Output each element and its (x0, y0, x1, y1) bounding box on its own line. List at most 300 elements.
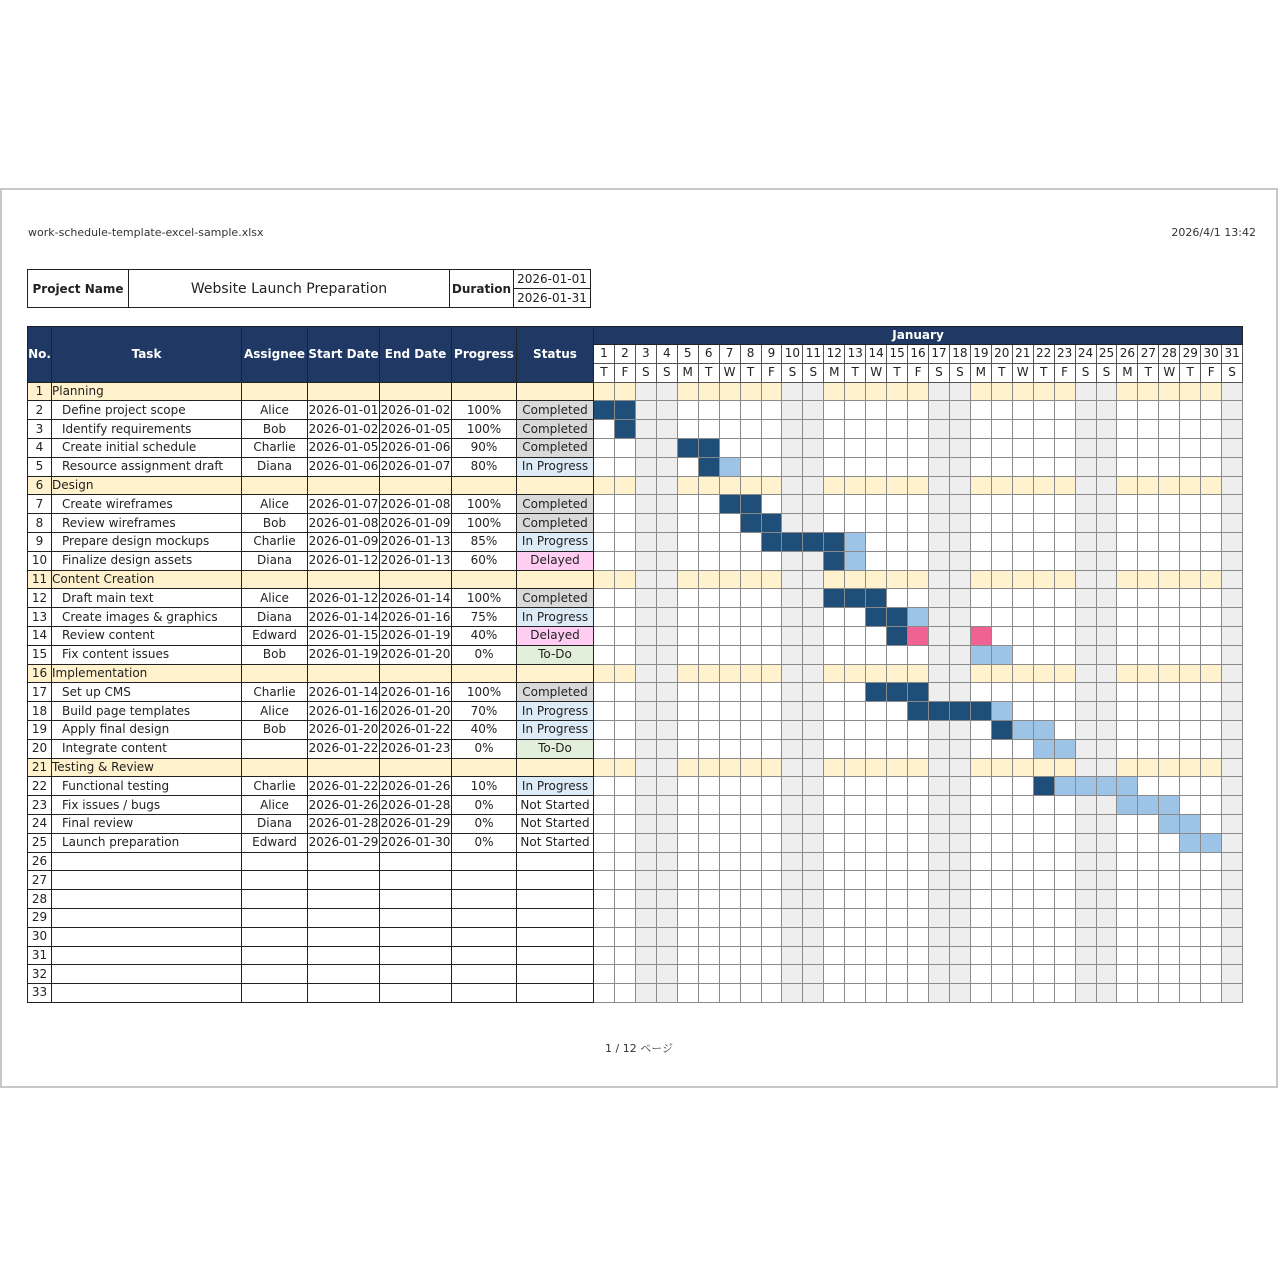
gantt-cell (845, 476, 866, 495)
gantt-cell (1054, 852, 1075, 871)
gantt-cell (845, 965, 866, 984)
gantt-cell (1180, 927, 1201, 946)
gantt-cell (761, 626, 782, 645)
gantt-cell (1075, 608, 1096, 627)
end-date-cell (380, 664, 452, 683)
gantt-cell (740, 420, 761, 439)
gantt-cell (991, 664, 1012, 683)
gantt-cell (970, 965, 991, 984)
gantt-cell (594, 890, 615, 909)
gantt-cell (1054, 683, 1075, 702)
gantt-cell (887, 476, 908, 495)
status-cell: Completed (517, 514, 594, 533)
gantt-cell (1012, 965, 1033, 984)
progress-cell: 10% (452, 777, 517, 796)
row-number: 20 (28, 739, 52, 758)
gantt-cell (1096, 457, 1117, 476)
status-cell: Completed (517, 401, 594, 420)
gantt-cell (803, 871, 824, 890)
gantt-cell (824, 495, 845, 514)
gantt-cell (866, 382, 887, 401)
gantt-cell (1117, 758, 1138, 777)
assignee-cell (242, 382, 308, 401)
gantt-cell (803, 908, 824, 927)
gantt-cell (949, 476, 970, 495)
gantt-cell (635, 927, 656, 946)
gantt-cell (614, 796, 635, 815)
gantt-cell (594, 796, 615, 815)
weekday-header: T (1138, 363, 1159, 382)
gantt-cell (803, 476, 824, 495)
row-number: 28 (28, 890, 52, 909)
gantt-cell (656, 796, 677, 815)
gantt-cell (1159, 626, 1180, 645)
gantt-cell (761, 833, 782, 852)
gantt-cell (866, 457, 887, 476)
assignee-cell: Charlie (242, 683, 308, 702)
col-start-date: Start Date (308, 327, 380, 383)
gantt-cell (761, 570, 782, 589)
gantt-cell (782, 890, 803, 909)
gantt-cell (1117, 438, 1138, 457)
gantt-cell (1012, 495, 1033, 514)
weekday-header: S (949, 363, 970, 382)
row-number: 29 (28, 908, 52, 927)
task-row (28, 871, 1243, 890)
gantt-cell (782, 833, 803, 852)
gantt-cell (698, 664, 719, 683)
gantt-cell (1201, 720, 1222, 739)
gantt-cell (782, 551, 803, 570)
status-cell: Delayed (517, 551, 594, 570)
gantt-cell (908, 739, 929, 758)
gantt-cell (949, 495, 970, 514)
gantt-cell (1222, 927, 1243, 946)
gantt-cell (1054, 890, 1075, 909)
assignee-cell: Alice (242, 401, 308, 420)
gantt-cell (970, 626, 991, 645)
gantt-cell (1054, 645, 1075, 664)
group-name: Implementation (52, 664, 242, 683)
gantt-cell (614, 420, 635, 439)
task-row (28, 852, 1243, 871)
gantt-cell (949, 514, 970, 533)
gantt-cell (740, 401, 761, 420)
gantt-cell (698, 720, 719, 739)
gantt-cell (824, 946, 845, 965)
progress-cell (452, 758, 517, 777)
gantt-cell (1033, 551, 1054, 570)
gantt-cell (991, 401, 1012, 420)
gantt-cell (991, 927, 1012, 946)
end-date-cell: 2026-01-13 (380, 532, 452, 551)
gantt-cell (949, 420, 970, 439)
gantt-cell (635, 965, 656, 984)
assignee-cell (242, 927, 308, 946)
gantt-cell (677, 551, 698, 570)
gantt-cell (1222, 495, 1243, 514)
day-header: 21 (1012, 345, 1033, 364)
gantt-cell (635, 495, 656, 514)
gantt-cell (1075, 946, 1096, 965)
gantt-cell (1222, 777, 1243, 796)
gantt-cell (1180, 570, 1201, 589)
gantt-cell (1117, 984, 1138, 1003)
gantt-cell (970, 570, 991, 589)
gantt-cell (1138, 702, 1159, 721)
gantt-cell (761, 758, 782, 777)
gantt-cell (761, 401, 782, 420)
duration-start: 2026-01-01 (514, 270, 591, 289)
gantt-cell (740, 871, 761, 890)
start-date-cell: 2026-01-07 (308, 495, 380, 514)
gantt-cell (1096, 702, 1117, 721)
gantt-cell (614, 871, 635, 890)
gantt-cell (1117, 965, 1138, 984)
gantt-cell (929, 382, 950, 401)
gantt-cell (949, 702, 970, 721)
status-cell: Completed (517, 420, 594, 439)
day-header: 31 (1222, 345, 1243, 364)
gantt-cell (594, 946, 615, 965)
gantt-cell (740, 739, 761, 758)
day-header: 15 (887, 345, 908, 364)
gantt-cell (991, 457, 1012, 476)
gantt-cell (949, 570, 970, 589)
weekday-header: S (635, 363, 656, 382)
gantt-cell (677, 890, 698, 909)
gantt-cell (677, 852, 698, 871)
gantt-cell (761, 890, 782, 909)
gantt-cell (1012, 852, 1033, 871)
gantt-cell (1159, 720, 1180, 739)
col-task: Task (52, 327, 242, 383)
gantt-cell (970, 401, 991, 420)
gantt-cell (845, 438, 866, 457)
progress-cell: 75% (452, 608, 517, 627)
gantt-cell (614, 438, 635, 457)
gantt-cell (908, 476, 929, 495)
gantt-cell (1075, 965, 1096, 984)
gantt-cell (1201, 570, 1222, 589)
gantt-cell (1033, 683, 1054, 702)
gantt-cell (1159, 683, 1180, 702)
gantt-cell (1096, 965, 1117, 984)
gantt-cell (614, 946, 635, 965)
gantt-cell (866, 476, 887, 495)
end-date-cell: 2026-01-22 (380, 720, 452, 739)
progress-cell: 100% (452, 495, 517, 514)
assignee-cell: Bob (242, 645, 308, 664)
gantt-cell (1012, 814, 1033, 833)
row-number: 1 (28, 382, 52, 401)
gantt-cell (803, 739, 824, 758)
gantt-cell (887, 702, 908, 721)
gantt-cell (1201, 871, 1222, 890)
task-name: Create initial schedule (52, 438, 242, 457)
gantt-cell (719, 777, 740, 796)
row-number: 5 (28, 457, 52, 476)
row-number: 33 (28, 984, 52, 1003)
gantt-cell (1012, 664, 1033, 683)
gantt-cell (594, 570, 615, 589)
task-name: Resource assignment draft (52, 457, 242, 476)
gantt-cell (908, 514, 929, 533)
progress-cell: 0% (452, 645, 517, 664)
gantt-cell (1222, 551, 1243, 570)
gantt-cell (887, 551, 908, 570)
gantt-cell (1159, 438, 1180, 457)
assignee-cell: Alice (242, 702, 308, 721)
gantt-cell (908, 777, 929, 796)
row-number: 4 (28, 438, 52, 457)
assignee-cell (242, 476, 308, 495)
gantt-cell (1159, 570, 1180, 589)
task-name: Draft main text (52, 589, 242, 608)
status-cell (517, 476, 594, 495)
gantt-cell (1180, 457, 1201, 476)
gantt-cell (1138, 514, 1159, 533)
task-name: Create wireframes (52, 495, 242, 514)
end-date-cell: 2026-01-19 (380, 626, 452, 645)
gantt-cell (1159, 796, 1180, 815)
gantt-cell (1012, 401, 1033, 420)
gantt-cell (656, 814, 677, 833)
gantt-cell (949, 814, 970, 833)
gantt-cell (740, 664, 761, 683)
gantt-cell (929, 739, 950, 758)
gantt-cell (656, 626, 677, 645)
gantt-cell (1012, 570, 1033, 589)
gantt-cell (614, 589, 635, 608)
task-row (28, 626, 1243, 645)
gantt-cell (635, 984, 656, 1003)
gantt-cell (1033, 589, 1054, 608)
start-date-cell (308, 984, 380, 1003)
assignee-cell (242, 758, 308, 777)
gantt-cell (1159, 532, 1180, 551)
row-number: 30 (28, 927, 52, 946)
gantt-cell (1159, 476, 1180, 495)
gantt-cell (677, 401, 698, 420)
gantt-cell (866, 514, 887, 533)
gantt-cell (635, 626, 656, 645)
task-row (28, 890, 1243, 909)
gantt-cell (719, 382, 740, 401)
gantt-cell (1222, 382, 1243, 401)
task-name (52, 908, 242, 927)
weekday-header: T (594, 363, 615, 382)
gantt-cell (887, 514, 908, 533)
task-name: Review content (52, 626, 242, 645)
status-cell (517, 927, 594, 946)
gantt-cell (1222, 814, 1243, 833)
gantt-cell (929, 551, 950, 570)
gantt-cell (635, 833, 656, 852)
gantt-cell (1012, 476, 1033, 495)
gantt-cell (1201, 645, 1222, 664)
gantt-cell (1201, 890, 1222, 909)
end-date-cell (380, 852, 452, 871)
day-header: 13 (845, 345, 866, 364)
start-date-cell: 2026-01-02 (308, 420, 380, 439)
gantt-cell (887, 401, 908, 420)
gantt-cell (719, 420, 740, 439)
gantt-cell (719, 814, 740, 833)
gantt-cell (970, 796, 991, 815)
gantt-cell (824, 777, 845, 796)
gantt-cell (1054, 965, 1075, 984)
gantt-cell (635, 908, 656, 927)
gantt-cell (991, 739, 1012, 758)
task-name: Finalize design assets (52, 551, 242, 570)
row-number: 27 (28, 871, 52, 890)
gantt-cell (677, 908, 698, 927)
gantt-cell (782, 401, 803, 420)
start-date-cell (308, 664, 380, 683)
gantt-cell (740, 551, 761, 570)
gantt-cell (1075, 626, 1096, 645)
start-date-cell: 2026-01-26 (308, 796, 380, 815)
gantt-cell (1138, 589, 1159, 608)
gantt-cell (1096, 551, 1117, 570)
gantt-cell (845, 532, 866, 551)
gantt-cell (677, 702, 698, 721)
gantt-cell (761, 608, 782, 627)
gantt-cell (949, 683, 970, 702)
gantt-cell (887, 852, 908, 871)
gantt-cell (656, 589, 677, 608)
gantt-cell (656, 664, 677, 683)
gantt-cell (1075, 814, 1096, 833)
gantt-cell (824, 438, 845, 457)
gantt-cell (1180, 401, 1201, 420)
task-row (28, 965, 1243, 984)
end-date-cell: 2026-01-16 (380, 608, 452, 627)
gantt-cell (1117, 420, 1138, 439)
gantt-cell (1138, 495, 1159, 514)
gantt-cell (991, 871, 1012, 890)
task-name (52, 871, 242, 890)
gantt-cell (635, 664, 656, 683)
status-cell: Not Started (517, 796, 594, 815)
gantt-cell (1054, 946, 1075, 965)
gantt-cell (698, 871, 719, 890)
status-cell (517, 984, 594, 1003)
task-row (28, 984, 1243, 1003)
gantt-cell (1054, 495, 1075, 514)
gantt-cell (1096, 833, 1117, 852)
gantt-cell (677, 495, 698, 514)
gantt-cell (1096, 626, 1117, 645)
gantt-cell (635, 683, 656, 702)
gantt-cell (1117, 683, 1138, 702)
gantt-cell (845, 833, 866, 852)
gantt-cell (594, 457, 615, 476)
group-row (28, 476, 1243, 495)
gantt-cell (1054, 814, 1075, 833)
gantt-cell (719, 702, 740, 721)
gantt-cell (782, 702, 803, 721)
weekday-header: W (1012, 363, 1033, 382)
gantt-cell (908, 796, 929, 815)
end-date-cell: 2026-01-29 (380, 814, 452, 833)
task-row (28, 514, 1243, 533)
gantt-cell (1138, 720, 1159, 739)
gantt-cell (887, 739, 908, 758)
gantt-cell (866, 777, 887, 796)
gantt-cell (1180, 758, 1201, 777)
gantt-cell (803, 777, 824, 796)
gantt-cell (1222, 401, 1243, 420)
gantt-cell (1180, 626, 1201, 645)
gantt-cell (656, 382, 677, 401)
day-header: 29 (1180, 345, 1201, 364)
gantt-cell (635, 852, 656, 871)
gantt-cell (970, 683, 991, 702)
gantt-cell (698, 420, 719, 439)
end-date-cell: 2026-01-20 (380, 645, 452, 664)
gantt-cell (1180, 946, 1201, 965)
gantt-cell (1096, 796, 1117, 815)
gantt-cell (824, 871, 845, 890)
gantt-cell (845, 514, 866, 533)
assignee-cell (242, 570, 308, 589)
gantt-cell (824, 908, 845, 927)
gantt-cell (803, 401, 824, 420)
gantt-cell (1054, 908, 1075, 927)
gantt-cell (970, 758, 991, 777)
group-name: Design (52, 476, 242, 495)
task-name (52, 890, 242, 909)
gantt-cell (887, 833, 908, 852)
gantt-cell (761, 965, 782, 984)
gantt-cell (991, 814, 1012, 833)
gantt-cell (803, 814, 824, 833)
status-cell: To-Do (517, 645, 594, 664)
end-date-cell (380, 927, 452, 946)
gantt-cell (656, 420, 677, 439)
gantt-cell (845, 739, 866, 758)
assignee-cell (242, 946, 308, 965)
gantt-cell (1117, 495, 1138, 514)
gantt-cell (970, 777, 991, 796)
task-row (28, 401, 1243, 420)
progress-cell: 0% (452, 739, 517, 758)
assignee-cell (242, 664, 308, 683)
gantt-cell (1054, 739, 1075, 758)
gantt-cell (991, 777, 1012, 796)
gantt-cell (1096, 664, 1117, 683)
weekday-header: W (866, 363, 887, 382)
gantt-cell (1180, 833, 1201, 852)
gantt-cell (949, 852, 970, 871)
gantt-cell (719, 739, 740, 758)
progress-cell: 70% (452, 702, 517, 721)
start-date-cell: 2026-01-08 (308, 514, 380, 533)
gantt-cell (866, 890, 887, 909)
gantt-cell (1159, 401, 1180, 420)
gantt-cell (1117, 814, 1138, 833)
progress-cell: 100% (452, 514, 517, 533)
gantt-cell (1033, 664, 1054, 683)
gantt-cell (866, 683, 887, 702)
gantt-cell (1117, 927, 1138, 946)
gantt-cell (1180, 608, 1201, 627)
gantt-cell (1117, 551, 1138, 570)
gantt-cell (1117, 796, 1138, 815)
day-header: 17 (929, 345, 950, 364)
